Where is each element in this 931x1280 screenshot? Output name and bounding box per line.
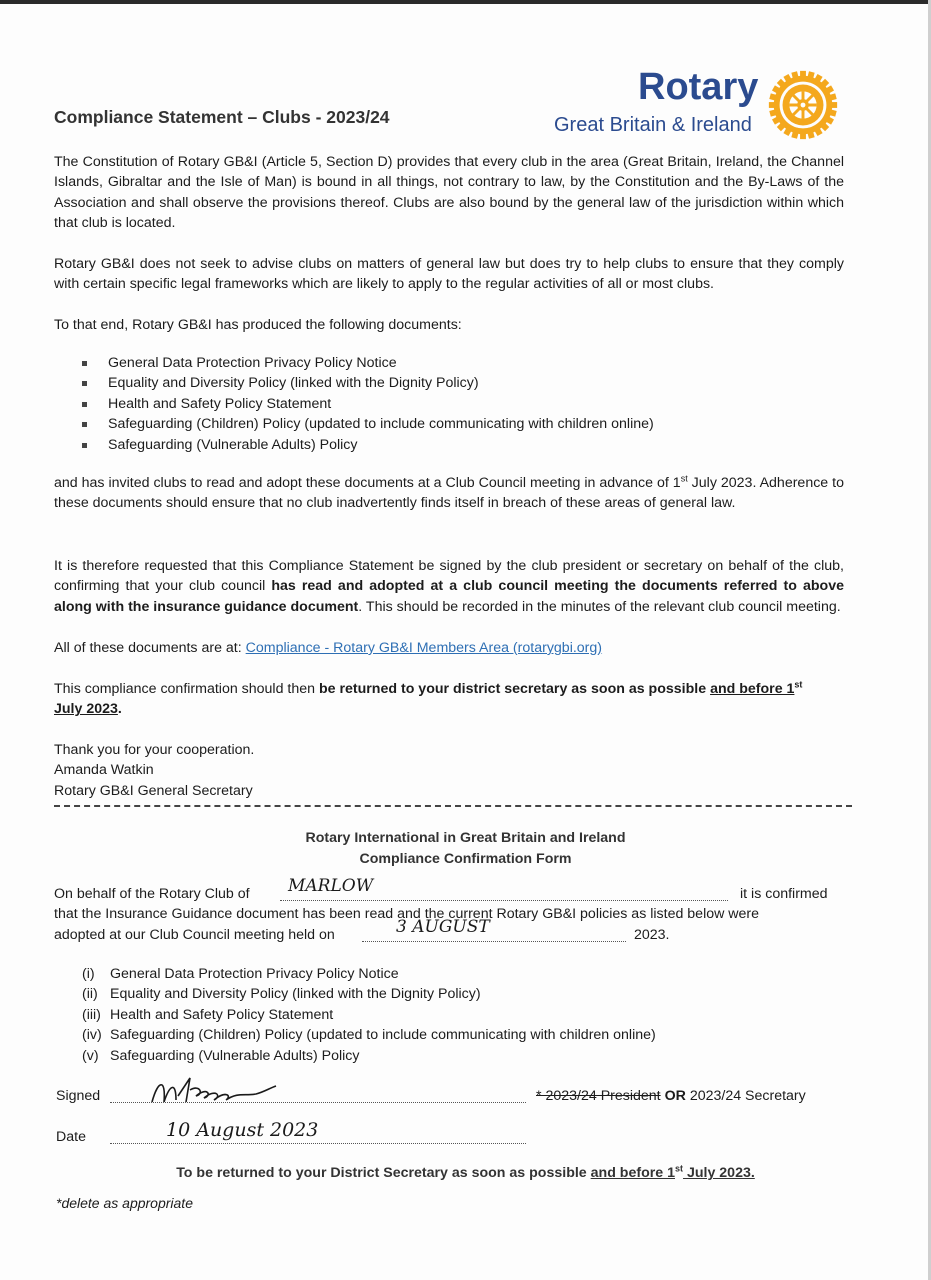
signature-scribble-icon: [146, 1074, 286, 1108]
meeting-date-field[interactable]: [362, 917, 628, 946]
confirmed-label: it is confirmed: [740, 886, 828, 902]
list-item: Safeguarding (Vulnerable Adults) Policy: [80, 435, 654, 455]
documents-location: All of these documents are at: Compliance - Rotary GB&I Members Area (rotarygbi.org): [54, 640, 603, 656]
intro-paragraph-1: The Constitution of Rotary GB&I (Article 5, Section D) provides that every club in the area (Great Britain, Ireland, the Channel Islands, Gibraltar and the Isle of Man) is bound in all things, not contrary to law, by the Constitution and the By-Laws of the Association and shall observe the provisions thereof. Clubs are also bound by the general law of the jurisdiction within which that club is located.: [54, 154, 844, 232]
meeting-label: adopted at our Club Council meeting held on: [54, 927, 335, 943]
list-item: Safeguarding (Children) Policy (updated to include communicating with children online): [80, 414, 654, 434]
signatory-name: Amanda Watkin: [54, 762, 154, 779]
return-paragraph: This compliance confirmation should then be returned to your district secretary as soon as possible and before 1st July 2023.: [54, 679, 803, 718]
logo-subtitle: Great Britain & Ireland: [554, 114, 752, 136]
list-item: (iii) Health and Safety Policy Statement: [82, 1006, 334, 1023]
delete-note: *delete as appropriate: [56, 1195, 193, 1211]
club-name-field[interactable]: [280, 876, 728, 905]
list-item: Equality and Diversity Policy (linked with the Dignity Policy): [80, 373, 654, 393]
documents-list: [80, 353, 654, 455]
page-title: Compliance Statement – Clubs - 2023/24: [54, 107, 390, 127]
policies-list: [82, 964, 656, 1066]
meeting-year: 2023.: [634, 927, 670, 943]
signed-label: Signed: [56, 1088, 101, 1104]
meeting-date-handwriting: 3 AUGUST: [396, 917, 490, 937]
date-handwriting: 10 August 2023: [166, 1119, 319, 1141]
signatory-role: Rotary GB&I General Secretary: [54, 782, 253, 799]
list-item: (ii) Equality and Diversity Policy (linked with the Dignity Policy): [82, 986, 481, 1003]
rotary-wheel-icon: [764, 66, 842, 144]
list-item: Health and Safety Policy Statement: [80, 394, 654, 414]
form-heading-title: Compliance Confirmation Form: [359, 851, 572, 867]
logo-wordmark: Rotary: [638, 66, 759, 108]
request-paragraph: It is therefore requested that this Compliance Statement be signed by the club president or secretary on behalf of the club, confirming that your club council has read and adopted at a club council meeting the documents referred to above along with the insurance guidance document. This should be recorded in the minutes of the relevant club council meeting.: [54, 558, 844, 615]
club-label: On behalf of the Rotary Club of: [54, 886, 250, 902]
scan-edge-top: [0, 0, 931, 4]
role-selection: * 2023/24 President OR 2023/24 Secretary: [536, 1088, 806, 1104]
list-item: (v) Safeguarding (Vulnerable Adults) Policy: [82, 1047, 360, 1064]
date-field[interactable]: [110, 1119, 528, 1148]
closing-block: [54, 740, 254, 801]
rotary-logo: [552, 66, 844, 146]
intro-paragraph-2: Rotary GB&I does not seek to advise clubs on matters of general law but does try to help clubs to ensure that they comply with certain specific legal frameworks which are likely to apply to the regular activities of all or most clubs.: [54, 256, 844, 293]
intro-paragraph-3: To that end, Rotary GB&I has produced the following documents:: [54, 317, 462, 333]
insurance-line: that the Insurance Guidance document has been read and the current Rotary GB&I policies as listed below were: [54, 906, 760, 922]
cut-line-divider: [54, 805, 852, 807]
compliance-link[interactable]: Compliance - Rotary GB&I Members Area (rotarygbi.org): [245, 640, 603, 656]
form-heading-org: Rotary International in Great Britain and Ireland: [305, 830, 626, 846]
thanks-line: Thank you for your cooperation.: [54, 742, 255, 758]
list-item: (i) General Data Protection Privacy Policy Notice: [82, 966, 399, 982]
adoption-paragraph: and has invited clubs to read and adopt these documents at a Club Council meeting in advance of 1st July 2023. Adherence to these documents should ensure that no club inadvertently finds itself in breach of these areas of general law.: [54, 473, 844, 512]
club-name-handwriting: MARLOW: [288, 876, 374, 896]
return-instruction: To be returned to your District Secretary as soon as possible and before 1st July 2023.: [176, 1163, 755, 1181]
list-item: General Data Protection Privacy Policy Notice: [80, 353, 654, 373]
list-item: (iv) Safeguarding (Children) Policy (updated to include communicating with children online): [82, 1027, 656, 1044]
date-label: Date: [56, 1129, 86, 1145]
signature-field[interactable]: [110, 1088, 528, 1107]
